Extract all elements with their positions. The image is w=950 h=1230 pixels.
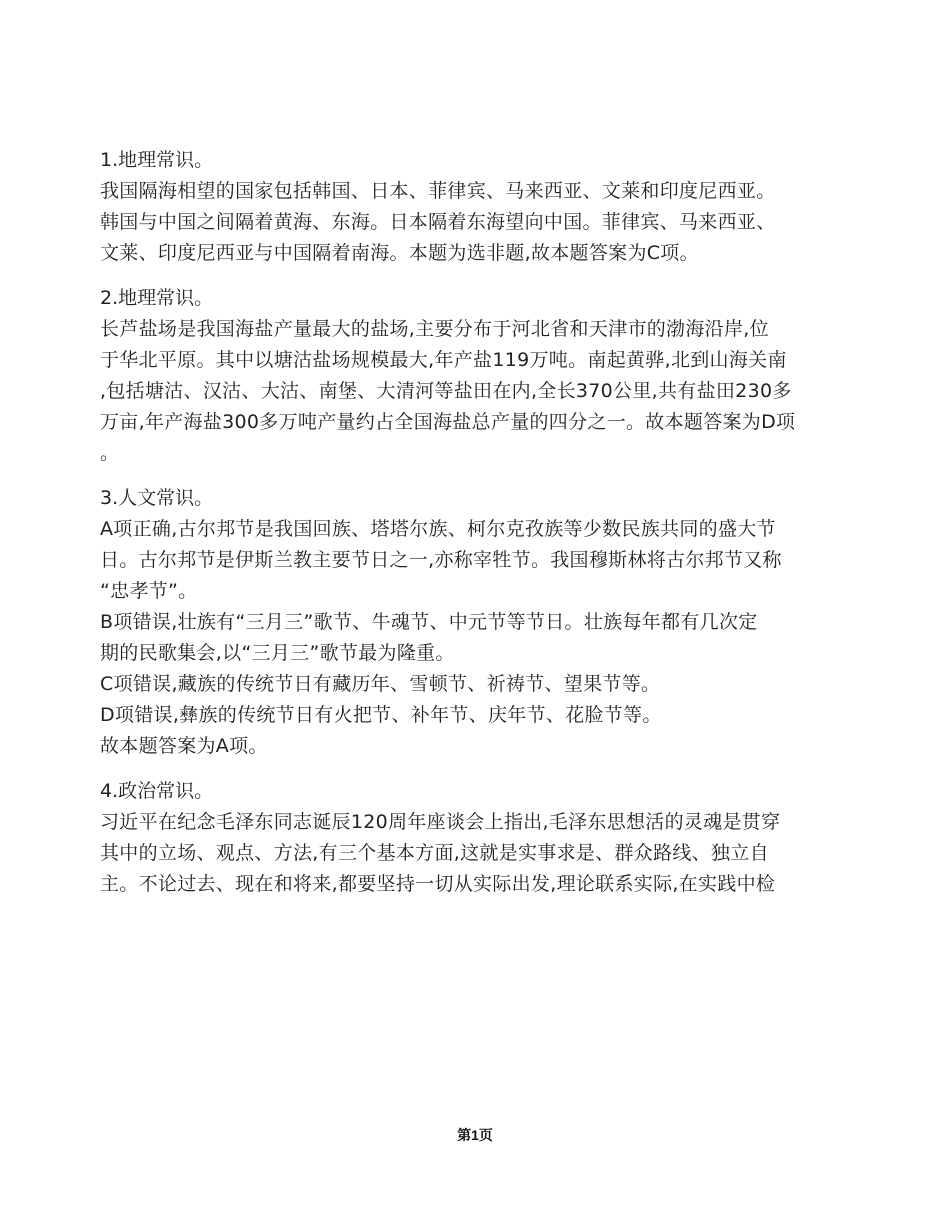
paragraph-line: 主。不论过去、现在和将来,都要坚持一切从实际出发,理论联系实际,在实践中检 <box>100 873 776 895</box>
paragraph-line: 其中的立场、观点、方法,有三个基本方面,这就是实事求是、群众路线、独立自 <box>100 842 769 864</box>
section-2 <box>100 283 870 469</box>
paragraph-line: 长芦盐场是我国海盐产量最大的盐场,主要分布于河北省和天津市的渤海沿岸,位 <box>100 318 769 340</box>
document-body <box>100 145 870 914</box>
paragraph-line: 韩国与中国之间隔着黄海、东海。日本隔着东海望向中国。菲律宾、马来西亚、 <box>100 211 776 233</box>
section-4 <box>100 776 870 900</box>
section-heading: 3.人文常识。 <box>100 487 214 509</box>
paragraph-line: C项错误,藏族的传统节日有藏历年、雪顿节、祈祷节、望果节等。 <box>100 673 661 695</box>
section-1 <box>100 145 870 269</box>
paragraph-line: 于华北平原。其中以塘沽盐场规模最大,年产盐119万吨。南起黄骅,北到山海关南 <box>100 349 787 371</box>
paragraph-line: B项错误,壮族有“三月三”歌节、牛魂节、中元节等节日。壮族每年都有几次定 <box>100 611 758 633</box>
paragraph-line: D项错误,彝族的传统节日有火把节、补年节、庆年节、花脸节等。 <box>100 704 662 726</box>
paragraph-line: 。 <box>100 442 120 464</box>
paragraph-line: 文莱、印度尼西亚与中国隔着南海。本题为选非题,故本题答案为C项。 <box>100 242 699 264</box>
paragraph-line: ,包括塘沽、汉沽、大沽、南堡、大清河等盐田在内,全长370公里,共有盐田230多 <box>100 380 792 402</box>
section-3 <box>100 483 870 762</box>
paragraph-line: 我国隔海相望的国家包括韩国、日本、菲律宾、马来西亚、文莱和印度尼西亚。 <box>100 180 776 202</box>
paragraph-line: A项正确,古尔邦节是我国回族、塔塔尔族、柯尔克孜族等少数民族共同的盛大节 <box>100 518 776 540</box>
section-heading: 2.地理常识。 <box>100 287 214 309</box>
paragraph-line: 万亩,年产海盐300多万吨产量约占全国海盐总产量的四分之一。故本题答案为D项 <box>100 411 796 433</box>
section-heading: 4.政治常识。 <box>100 780 214 802</box>
paragraph-line: 期的民歌集会,以“三月三”歌节最为隆重。 <box>100 642 455 664</box>
paragraph-line: 日。古尔邦节是伊斯兰教主要节日之一,亦称宰牲节。我国穆斯林将古尔邦节又称 <box>100 549 782 571</box>
paragraph-line: 故本题答案为A项。 <box>100 735 268 757</box>
page-number: 第1页 <box>457 1127 493 1143</box>
paragraph-line: “忠孝节”。 <box>100 580 198 602</box>
paragraph-line: 习近平在纪念毛泽东同志诞辰120周年座谈会上指出,毛泽东思想活的灵魂是贯穿 <box>100 811 781 833</box>
section-heading: 1.地理常识。 <box>100 149 214 171</box>
